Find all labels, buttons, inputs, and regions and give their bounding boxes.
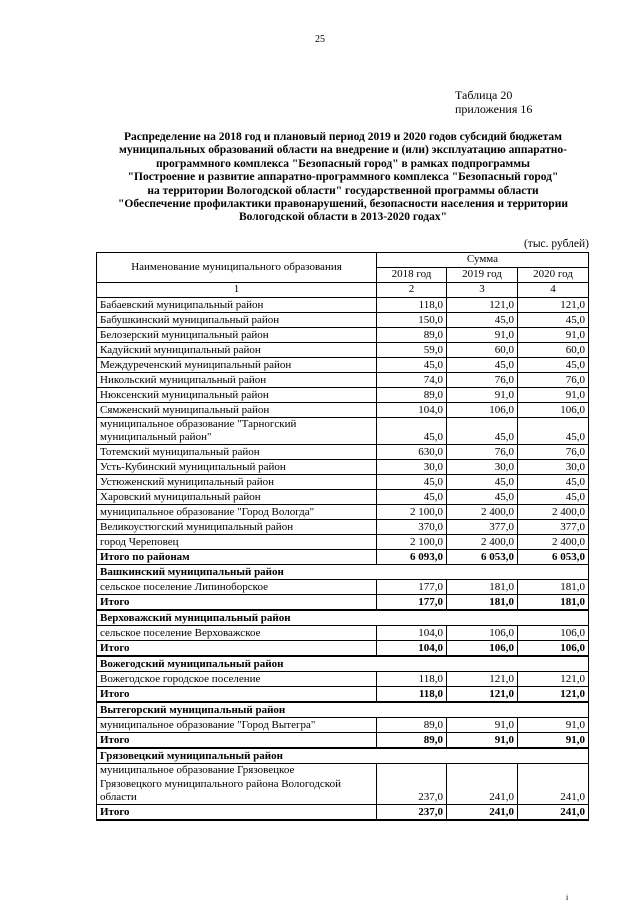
table-row (97, 626, 589, 641)
row-value-2019: 45,0 (447, 475, 518, 490)
table-row (97, 358, 589, 373)
row-value-2019: 76,0 (447, 373, 518, 388)
table-row (97, 418, 589, 445)
table-row (97, 718, 589, 733)
row-name: город Череповец (97, 535, 377, 550)
row-name: Кадуйский муниципальный район (97, 343, 377, 358)
row-value-2020: 76,0 (518, 373, 589, 388)
row-value-2018: 89,0 (377, 328, 447, 343)
row-value-2018: 104,0 (377, 626, 447, 641)
row-name: Итого (97, 595, 377, 611)
col-num-3: 3 (447, 283, 518, 298)
row-value-2019: 181,0 (447, 580, 518, 595)
row-value-2018: 89,0 (377, 733, 447, 749)
total-row (97, 733, 589, 749)
row-value-2019: 241,0 (447, 764, 518, 805)
row-value-2019: 91,0 (447, 388, 518, 403)
row-value-2018: 30,0 (377, 460, 447, 475)
table-body (97, 298, 589, 821)
section-row (97, 656, 589, 672)
row-value-2020: 91,0 (518, 328, 589, 343)
table-row (97, 764, 589, 805)
header-sum: Сумма (377, 253, 589, 268)
row-value-2018: 237,0 (377, 805, 447, 821)
row-value-2020: 106,0 (518, 626, 589, 641)
row-value-2019: 121,0 (447, 687, 518, 703)
row-value-2020: 6 053,0 (518, 550, 589, 565)
table-reference (455, 88, 532, 116)
row-name-line: муниципальный район" (100, 431, 212, 444)
row-value-2019: 2 400,0 (447, 505, 518, 520)
table-row (97, 490, 589, 505)
section-row (97, 702, 589, 718)
row-value-2020: 2 400,0 (518, 535, 589, 550)
section-row (97, 610, 589, 626)
row-value-2020: 121,0 (518, 298, 589, 313)
subsidy-table (96, 252, 589, 821)
header-row (97, 253, 589, 268)
row-value-2020: 91,0 (518, 388, 589, 403)
table-ref-line1: Таблица 20 (455, 88, 513, 102)
section-title: Вожегодский муниципальный район (97, 656, 589, 672)
row-value-2020: 2 400,0 (518, 505, 589, 520)
section-title: Вытегорский муниципальный район (97, 702, 589, 718)
col-num-2: 2 (377, 283, 447, 298)
row-name: Итого (97, 687, 377, 703)
title-line: Вологодской области в 2013-2020 годах" (239, 211, 447, 224)
row-value-2018: 45,0 (377, 475, 447, 490)
row-value-2020: 106,0 (518, 403, 589, 418)
section-title: Вашкинский муниципальный район (97, 565, 589, 580)
row-value-2018: 6 093,0 (377, 550, 447, 565)
table-row (97, 475, 589, 490)
row-value-2020: 45,0 (518, 358, 589, 373)
row-value-2020: 91,0 (518, 718, 589, 733)
row-name-line: муниципальное образование Грязовецкое (100, 764, 295, 777)
row-name: Итого (97, 641, 377, 657)
row-name: Великоустюгский муниципальный район (97, 520, 377, 535)
row-name: муниципальное образование "Город Вологда" (97, 505, 377, 520)
col-num-4: 4 (518, 283, 589, 298)
table-row (97, 505, 589, 520)
units-label: (тыс. рублей) (523, 238, 589, 250)
row-value-2019: 106,0 (447, 403, 518, 418)
table-row (97, 535, 589, 550)
row-value-2019: 30,0 (447, 460, 518, 475)
row-name: Бабушкинский муниципальный район (97, 313, 377, 328)
table-ref-line2: приложения 16 (455, 102, 533, 116)
row-value-2020: 76,0 (518, 445, 589, 460)
header-year-2018: 2018 год (377, 268, 447, 283)
row-value-2018: 89,0 (377, 388, 447, 403)
row-value-2020: 121,0 (518, 672, 589, 687)
row-name: Итого по районам (97, 550, 377, 565)
row-value-2019: 45,0 (447, 358, 518, 373)
row-value-2020: 121,0 (518, 687, 589, 703)
row-value-2019: 91,0 (447, 718, 518, 733)
row-value-2020: 241,0 (518, 805, 589, 821)
row-value-2020: 45,0 (518, 490, 589, 505)
table-row (97, 403, 589, 418)
table-row (97, 313, 589, 328)
table-row (97, 343, 589, 358)
table-row (97, 328, 589, 343)
row-value-2018: 118,0 (377, 672, 447, 687)
row-value-2020: 377,0 (518, 520, 589, 535)
row-value-2019: 106,0 (447, 626, 518, 641)
row-value-2020: 181,0 (518, 580, 589, 595)
row-name: Сямженский муниципальный район (97, 403, 377, 418)
row-value-2019: 91,0 (447, 733, 518, 749)
total-row (97, 641, 589, 657)
row-value-2018: 118,0 (377, 298, 447, 313)
row-value-2019: 106,0 (447, 641, 518, 657)
row-name-line: Грязовецкого муниципального района Вологодской (100, 777, 341, 790)
row-value-2019: 91,0 (447, 328, 518, 343)
row-name: Бабаевский муниципальный район (97, 298, 377, 313)
header-year-2019: 2019 год (447, 268, 518, 283)
title-line: "Обеспечение профилактики правонарушений, безопасности населения и территории (118, 198, 568, 211)
row-name: Итого (97, 733, 377, 749)
table-row (97, 520, 589, 535)
row-name: сельское поселение Липиноборское (97, 580, 377, 595)
row-name: Междуреченский муниципальный район (97, 358, 377, 373)
row-value-2020: 106,0 (518, 641, 589, 657)
header-year-2020: 2020 год (518, 268, 589, 283)
row-value-2018: 237,0 (377, 764, 447, 805)
document-title (98, 131, 588, 225)
row-name: Устюженский муниципальный район (97, 475, 377, 490)
row-value-2019: 76,0 (447, 445, 518, 460)
row-value-2020: 60,0 (518, 343, 589, 358)
row-value-2018: 59,0 (377, 343, 447, 358)
subtotal-row (97, 550, 589, 565)
title-line: программного комплекса "Безопасный город" в рамках подпрограммы (155, 157, 531, 170)
row-value-2020: 91,0 (518, 733, 589, 749)
table-row (97, 672, 589, 687)
header-nums-row (97, 283, 589, 298)
row-value-2019: 377,0 (447, 520, 518, 535)
row-value-2020: 241,0 (518, 764, 589, 805)
row-value-2018: 118,0 (377, 687, 447, 703)
row-name: Вожегодское городское поселение (97, 672, 377, 687)
row-value-2018: 45,0 (377, 358, 447, 373)
row-value-2018: 177,0 (377, 595, 447, 611)
section-row (97, 748, 589, 764)
row-value-2018: 630,0 (377, 445, 447, 460)
row-name: сельское поселение Верховажское (97, 626, 377, 641)
row-value-2018: 89,0 (377, 718, 447, 733)
row-value-2018: 370,0 (377, 520, 447, 535)
row-name (97, 418, 377, 445)
row-value-2018: 177,0 (377, 580, 447, 595)
row-value-2020: 30,0 (518, 460, 589, 475)
row-name: муниципальное образование "Город Вытегра" (97, 718, 377, 733)
row-value-2019: 45,0 (447, 313, 518, 328)
section-title: Верховажский муниципальный район (97, 610, 589, 626)
row-value-2019: 2 400,0 (447, 535, 518, 550)
row-value-2019: 45,0 (447, 418, 518, 445)
table-row (97, 580, 589, 595)
footer-mark: i (566, 893, 569, 902)
page-number: 25 (315, 34, 325, 45)
row-value-2019: 6 053,0 (447, 550, 518, 565)
row-value-2018: 150,0 (377, 313, 447, 328)
row-value-2020: 45,0 (518, 475, 589, 490)
row-value-2018: 104,0 (377, 641, 447, 657)
row-value-2020: 45,0 (518, 418, 589, 445)
row-name: Белозерский муниципальный район (97, 328, 377, 343)
row-value-2018: 45,0 (377, 490, 447, 505)
table-row (97, 373, 589, 388)
total-row (97, 805, 589, 821)
row-name: Никольский муниципальный район (97, 373, 377, 388)
title-line: муниципальных образований области на внедрение и (или) эксплуатацию аппаратно- (118, 144, 567, 157)
row-value-2019: 241,0 (447, 805, 518, 821)
title-line: "Построение и развитие аппаратно-программного комплекса "Безопасный город" (127, 171, 559, 184)
row-value-2020: 181,0 (518, 595, 589, 611)
row-value-2019: 121,0 (447, 298, 518, 313)
row-name: Харовский муниципальный район (97, 490, 377, 505)
row-value-2018: 2 100,0 (377, 535, 447, 550)
title-line: на территории Вологодской области" государственной программы области (147, 184, 539, 197)
row-value-2020: 45,0 (518, 313, 589, 328)
table-row (97, 298, 589, 313)
col-num-1: 1 (97, 283, 377, 298)
total-row (97, 687, 589, 703)
title-line: Распределение на 2018 год и плановый период 2019 и 2020 годов субсидий бюджетам (123, 131, 563, 143)
row-name: Усть-Кубинский муниципальный район (97, 460, 377, 475)
table-row (97, 460, 589, 475)
row-name-line: области (100, 790, 137, 803)
header-name: Наименование муниципального образования (97, 253, 377, 283)
total-row (97, 595, 589, 611)
row-name: Тотемский муниципальный район (97, 445, 377, 460)
row-value-2018: 104,0 (377, 403, 447, 418)
row-value-2018: 74,0 (377, 373, 447, 388)
section-row (97, 565, 589, 580)
row-name-line: муниципальное образование "Тарногский (100, 418, 297, 430)
row-name: Нюксенский муниципальный район (97, 388, 377, 403)
row-value-2019: 45,0 (447, 490, 518, 505)
row-name: Итого (97, 805, 377, 821)
row-name (97, 764, 377, 805)
row-value-2018: 2 100,0 (377, 505, 447, 520)
row-value-2019: 181,0 (447, 595, 518, 611)
table-row (97, 445, 589, 460)
table-row (97, 388, 589, 403)
row-value-2019: 60,0 (447, 343, 518, 358)
row-value-2018: 45,0 (377, 418, 447, 445)
row-value-2019: 121,0 (447, 672, 518, 687)
section-title: Грязовецкий муниципальный район (97, 748, 589, 764)
